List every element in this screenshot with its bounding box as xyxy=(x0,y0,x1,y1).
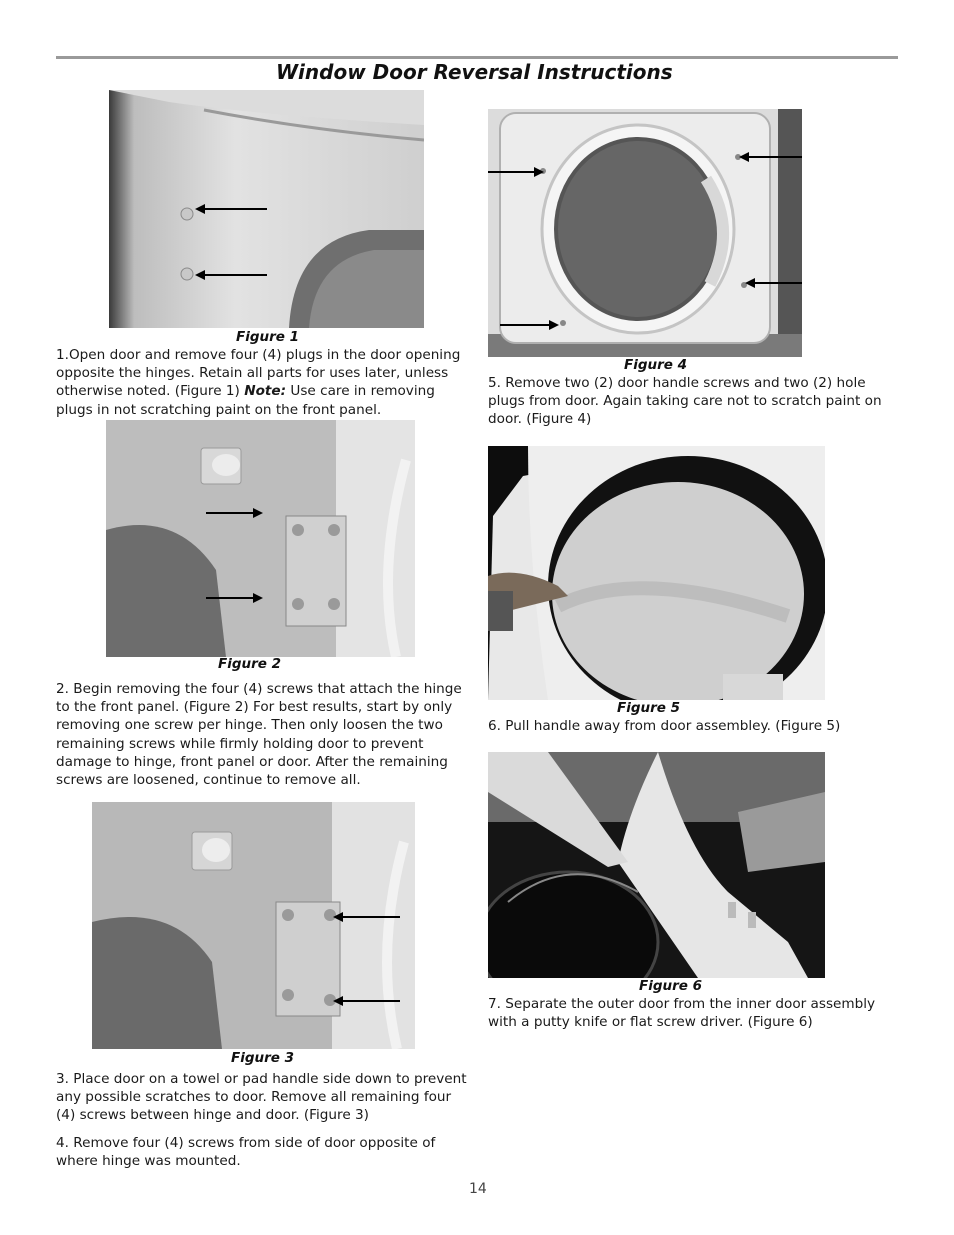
page-number: 14 xyxy=(469,1181,487,1197)
figure-3-caption: Figure 3 xyxy=(231,1050,295,1066)
step-1-text xyxy=(56,346,474,419)
step-1-part-b: Use care in removing plugs in not scratching paint on the front panel. xyxy=(56,383,435,418)
step-4-text: 4. Remove four (4) screws from side of door opposite of where hinge was mounted. xyxy=(56,1135,436,1170)
figure-6-photo xyxy=(488,752,825,978)
step-5-text: 5. Remove two (2) door handle screws and two (2) hole plugs from door. Again taking care not to scratch paint on door. (Figure 4) xyxy=(488,375,882,428)
page-title: Window Door Reversal Instructions xyxy=(276,60,673,84)
figure-1-caption: Figure 1 xyxy=(236,329,300,345)
step-6-text: 6. Pull handle away from door assembley. (Figure 5) xyxy=(488,718,841,734)
step-1-note-label: Note: xyxy=(244,383,287,400)
step-7-text: 7. Separate the outer door from the inner door assembly with a putty knife or flat screw driver. (Figure 6) xyxy=(488,996,876,1031)
figure-6-caption: Figure 6 xyxy=(639,978,703,994)
figure-3-photo xyxy=(92,802,415,1049)
figure-2-caption: Figure 2 xyxy=(218,656,282,672)
step-1-part-a: 1.Open door and remove four (4) plugs in the door opening opposite the hinges. Retain all parts for uses later, unless otherwise noted. (Figure 1) xyxy=(56,347,461,400)
header-rule xyxy=(56,56,898,59)
figure-4-photo xyxy=(488,109,802,357)
figure-5-photo xyxy=(488,446,825,700)
step-3-text: 3. Place door on a towel or pad handle side down to prevent any possible scratches to door. Remove all remaining four (4) screws between hinge and door. (Figure 3) xyxy=(56,1071,467,1124)
figure-1-photo xyxy=(109,90,424,328)
figure-5-caption: Figure 5 xyxy=(617,700,681,716)
step-2-text: 2. Begin removing the four (4) screws that attach the hinge to the front panel. (Figure 2) For best results, start by only removing one screw per hinge. Then only loosen the two remaining screws while firmly holding door to prevent damage to hinge, front panel or door. After the remaining screws are loosened, continue to remove all. xyxy=(56,681,462,789)
figure-4-caption: Figure 4 xyxy=(624,357,688,373)
figure-2-photo xyxy=(106,420,415,657)
